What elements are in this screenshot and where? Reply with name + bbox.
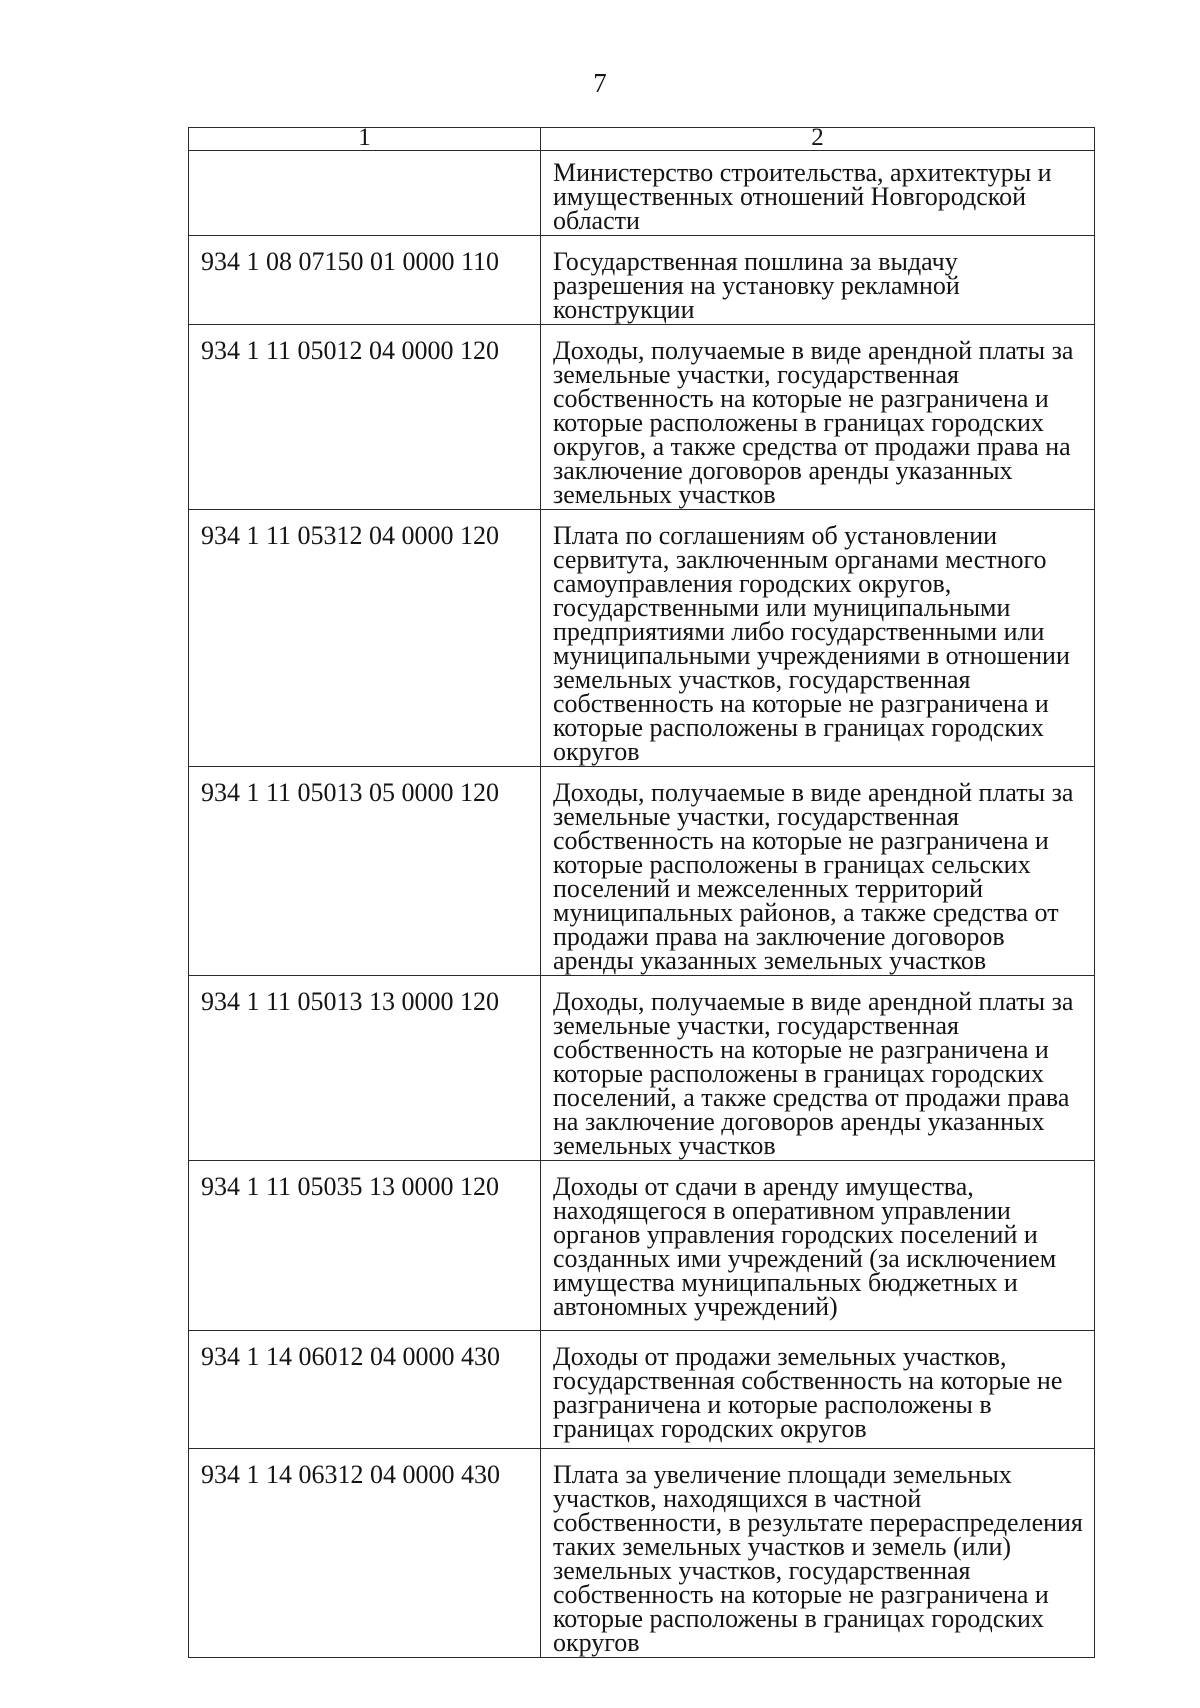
row-code: 934 1 11 05013 13 0000 120 (189, 976, 541, 1161)
row-description: Плата за увеличение площади земельных участков, находящихся в частной собственности, в результате перераспределения таких земельных участков и земель (или) земельных участков, государственная собственность на которые не разграничена и которые расположены в границах городских округов (541, 1449, 1095, 1658)
row-description: Доходы, получаемые в виде арендной платы за земельные участки, государственная собственность на которые не разграничена и которые расположены в границах городских поселений, а также средства от продажи права на заключение договоров аренды указанных земельных участков (541, 976, 1095, 1161)
column-header-2: 2 (541, 128, 1095, 151)
table-row (189, 976, 1095, 1161)
row-code: 934 1 14 06312 04 0000 430 (189, 1449, 541, 1658)
column-header-1: 1 (189, 128, 541, 151)
table-row (189, 1161, 1095, 1331)
row-code: 934 1 14 06012 04 0000 430 (189, 1331, 541, 1449)
table-header-row (189, 128, 1095, 151)
row-description: Доходы, получаемые в виде арендной платы за земельные участки, государственная собственность на которые не разграничена и которые расположены в границах сельских поселений и межселенных территорий муниципальных районов, а также средства от продажи права на заключение договоров аренды указанных земельных участков (541, 767, 1095, 976)
table-row (189, 151, 1095, 236)
table-row (189, 510, 1095, 767)
row-code: 934 1 11 05312 04 0000 120 (189, 510, 541, 767)
row-description: Доходы от продажи земельных участков, государственная собственность на которые не разграничена и которые расположены в границах городских округов (541, 1331, 1095, 1449)
row-description: Доходы от сдачи в аренду имущества, находящегося в оперативном управлении органов управления городских поселений и созданных ими учреждений (за исключением имущества муниципальных бюджетных и автономных учреждений) (541, 1161, 1095, 1331)
row-description: Плата по соглашениям об установлении сервитута, заключенным органами местного самоуправления городских округов, государственными или муниципальными предприятиями либо государственными или муниципальными учреждениями в отношении земельных участков, государственная собственность на которые не разграничена и которые расположены в границах городских округов (541, 510, 1095, 767)
page-number: 7 (593, 68, 607, 98)
table-row (189, 1331, 1095, 1449)
table-row (189, 325, 1095, 510)
row-description: Доходы, получаемые в виде арендной платы за земельные участки, государственная собственность на которые не разграничена и которые расположены в границах городских округов, а также средства от продажи права на заключение договоров аренды указанных земельных участков (541, 325, 1095, 510)
row-code: 934 1 11 05012 04 0000 120 (189, 325, 541, 510)
table-row (189, 767, 1095, 976)
row-description: Министерство строительства, архитектуры и имущественных отношений Новгородской области (541, 151, 1095, 236)
revenue-codes-table (188, 127, 1095, 1658)
table-row (189, 236, 1095, 325)
row-description: Государственная пошлина за выдачу разрешения на установку рекламной конструкции (541, 236, 1095, 325)
row-code: 934 1 08 07150 01 0000 110 (189, 236, 541, 325)
row-code: 934 1 11 05035 13 0000 120 (189, 1161, 541, 1331)
row-code (189, 151, 541, 236)
row-code: 934 1 11 05013 05 0000 120 (189, 767, 541, 976)
table-row (189, 1449, 1095, 1658)
